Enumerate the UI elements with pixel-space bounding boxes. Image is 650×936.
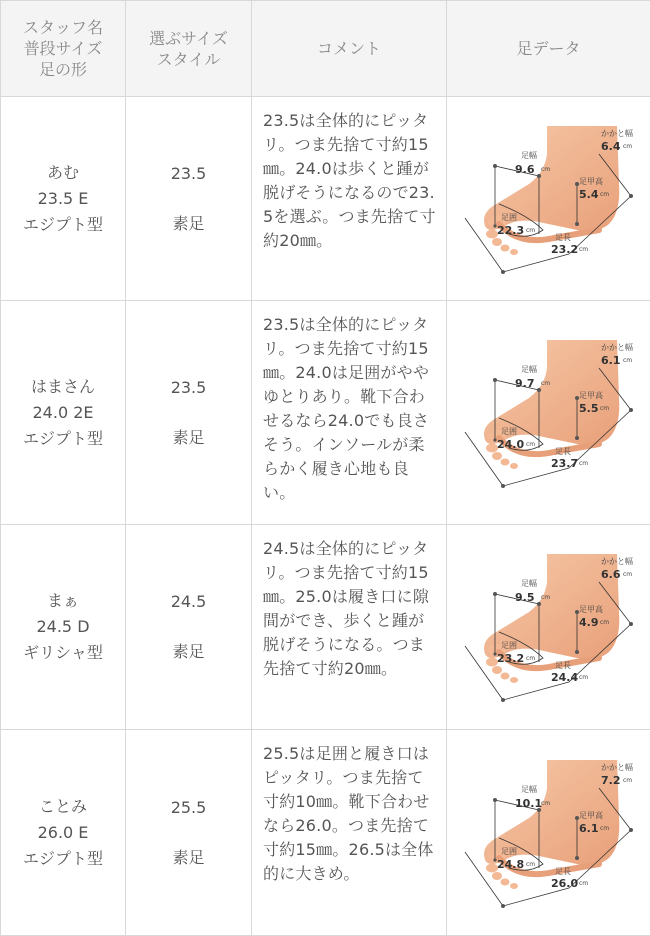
heel-value: 6.6 [600,568,620,581]
instep-label: 足甲高 [578,176,603,186]
girth-value: 24.8 [496,857,524,871]
foot-diagram [459,328,639,498]
heel-unit: cm [622,356,632,364]
width-value: 9.6 [514,162,534,176]
staff-name: ことみ [38,796,87,816]
chosen-cell [126,97,252,301]
heel-label: かかと幅 [600,128,633,138]
foot-data-cell [447,730,650,936]
heel-label: かかと幅 [600,762,633,772]
girth-value: 24.0 [496,437,524,451]
instep-label: 足甲高 [578,605,603,614]
width-label: 足幅 [520,150,537,160]
length-unit: cm [578,674,588,681]
chosen-cell [126,525,252,730]
width-value: 10.1 [514,796,542,810]
foot-data-cell [447,301,650,525]
header-staff-name: スタッフ名 [22,18,103,37]
header-comment: コメント [252,1,447,97]
width-value: 9.7 [514,376,534,390]
width-unit: cm [540,594,550,601]
usual-size: 26.0 E [37,822,89,842]
heel-unit: cm [622,571,632,578]
foot-shape: エジプト型 [22,214,103,234]
staff-row [1,525,650,730]
instep-unit: cm [599,824,609,832]
staff-row [1,730,650,936]
wear-style: 素足 [172,213,205,233]
heel-value: 6.1 [600,353,620,367]
girth-unit: cm [525,655,535,662]
header-staff [1,1,126,97]
instep-value: 4.9 [578,616,598,629]
instep-value: 5.4 [578,187,598,201]
foot-shape: エジプト型 [22,428,103,448]
instep-label: 足甲高 [578,810,603,820]
width-unit: cm [540,165,550,173]
header-row [1,1,650,97]
heel-value: 6.4 [600,139,620,153]
instep-unit: cm [599,190,609,198]
usual-size: 24.5 D [36,617,90,636]
wear-style: 素足 [172,642,205,661]
comment-text: 23.5は全体的にピッタリ。つま先捨て寸約15㎜。24.0は足囲がややゆとりあり。靴下合わせるなら24.0でも良さそう。インソールが柔らかく履き心地も良い。 [252,301,447,525]
staff-cell [1,730,126,936]
heel-value: 7.2 [600,773,620,787]
staff-cell [1,301,126,525]
instep-value: 5.5 [578,401,598,415]
length-unit: cm [578,245,588,253]
heel-label: かかと幅 [600,342,633,352]
foot-data-cell [447,525,650,730]
girth-label: 足囲 [500,426,517,436]
foot-data-cell [447,97,650,301]
foot-diagram [459,542,639,712]
length-unit: cm [578,459,588,467]
chosen-size: 24.5 [170,592,207,611]
length-label: 足長 [554,866,571,876]
chosen-size: 23.5 [170,163,207,183]
length-value: 24.4 [550,671,578,684]
girth-value: 23.2 [496,652,524,665]
header-foot-shape: 足の形 [38,60,87,79]
instep-label: 足甲高 [578,390,603,400]
comment-text: 23.5は全体的にピッタリ。つま先捨て寸約15㎜。24.0は歩くと踵が脱げそうになるので23.5を選ぶ。つま先捨て寸約20㎜。 [252,97,447,301]
chosen-cell [126,730,252,936]
heel-unit: cm [622,142,632,150]
width-label: 足幅 [520,784,537,794]
girth-label: 足囲 [500,846,517,856]
staff-name: あむ [46,162,79,182]
usual-size: 23.5 E [37,188,89,208]
length-unit: cm [578,879,588,887]
staff-cell [1,525,126,730]
staff-row [1,97,650,301]
usual-size: 24.0 2E [32,402,94,422]
header-chosen-size: 選ぶサイズ [149,28,228,48]
girth-unit: cm [525,860,535,868]
width-value: 9.5 [514,591,534,604]
foot-diagram [459,114,639,284]
length-label: 足長 [554,446,571,456]
length-value: 23.2 [550,242,578,256]
staff-name: まぁ [46,591,79,610]
foot-shape: エジプト型 [22,848,103,868]
wear-style: 素足 [172,427,205,447]
girth-unit: cm [525,226,535,234]
girth-unit: cm [525,440,535,448]
width-unit: cm [540,379,550,387]
instep-unit: cm [599,619,609,626]
girth-label: 足囲 [500,212,517,222]
header-style: スタイル [156,49,221,69]
heel-unit: cm [622,776,632,784]
chosen-cell [126,301,252,525]
staff-cell [1,97,126,301]
wear-style: 素足 [172,847,205,867]
length-value: 23.7 [550,456,578,470]
length-label: 足長 [554,232,571,242]
chosen-size: 25.5 [170,797,207,817]
staff-row [1,301,650,525]
girth-value: 22.3 [496,223,524,237]
comment-text: 24.5は全体的にピッタリ。つま先捨て寸約15㎜。25.0は履き口に隙間ができ、歩くと踵が脱げそうになる。つま先捨て寸約20㎜。 [252,525,447,730]
instep-unit: cm [599,404,609,412]
comment-text: 25.5は足囲と履き口はピッタリ。つま先捨て寸約10㎜。靴下合わせなら26.0。つま先捨て寸約15㎜。26.5は全体的に大きめ。 [252,730,447,936]
length-value: 26.0 [550,876,578,890]
header-chosen [126,1,252,97]
width-label: 足幅 [520,579,537,588]
header-usual-size: 普段サイズ [23,39,103,58]
foot-diagram [459,748,639,918]
heel-label: かかと幅 [600,557,633,566]
girth-label: 足囲 [500,641,517,650]
width-label: 足幅 [520,364,537,374]
chosen-size: 23.5 [170,377,207,397]
header-footdata: 足データ [447,1,650,97]
staff-name: はまさん [30,376,95,396]
width-unit: cm [540,799,550,807]
instep-value: 6.1 [578,821,598,835]
length-label: 足長 [554,661,571,670]
foot-shape: ギリシャ型 [23,643,103,662]
